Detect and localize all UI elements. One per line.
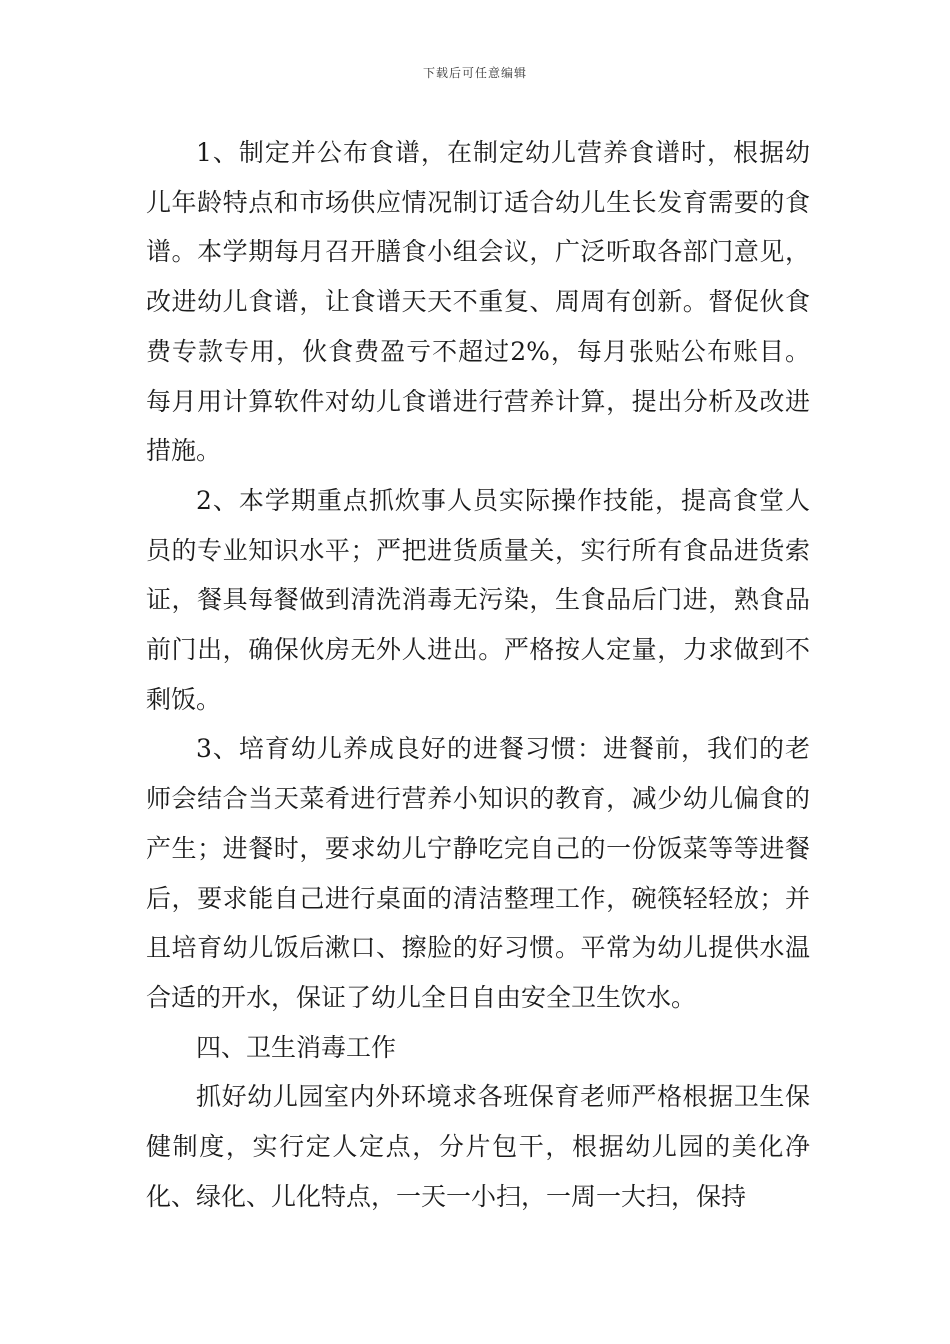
document-body	[146, 128, 810, 1221]
paragraph-kitchen-staff: 2、本学期重点抓炊事人员实际操作技能，提高食堂人员的专业知识水平；严把进货质量关，实行所有食品进货索证，餐具每餐做到清洗消毒无污染，生食品后门进，熟食品前门出，确保伙房无外人进出。严格按人定量，力求做到不剩饭。	[146, 485, 810, 714]
page-header-note: 下载后可任意编辑	[422, 66, 527, 80]
paragraph-menu-planning: 1、制定并公布食谱，在制定幼儿营养食谱时，根据幼儿年龄特点和市场供应情况制订适合幼儿生长发育需要的食谱。本学期每月召开膳食小组会议，广泛听取各部门意见，改进幼儿食谱，让食谱天天不重复、周周有创新。督促伙食费专款专用，伙食费盈亏不超过2%，每月张贴公布账目。每月用计算软件对幼儿食谱进行营养计算，提出分析及改进措施。	[146, 138, 810, 466]
paragraph-hygiene: 抓好幼儿园室内外环境求各班保育老师严格根据卫生保健制度，实行定人定点，分片包干，根据幼儿园的美化净化、绿化、儿化特点，一天一小扫，一周一大扫，保持	[146, 1082, 810, 1211]
section-heading-hygiene: 四、卫生消毒工作	[196, 1032, 397, 1062]
paragraph-eating-habits: 3、培育幼儿养成良好的进餐习惯：进餐前，我们的老师会结合当天菜肴进行营养小知识的教育，减少幼儿偏食的产生；进餐时，要求幼儿宁静吃完自己的一份饭菜等等进餐后，要求能自己进行桌面的清洁整理工作，碗筷轻轻放；并且培育幼儿饭后漱口、擦脸的好习惯。平常为幼儿提供水温合适的开水，保证了幼儿全日自由安全卫生饮水。	[146, 734, 810, 1012]
